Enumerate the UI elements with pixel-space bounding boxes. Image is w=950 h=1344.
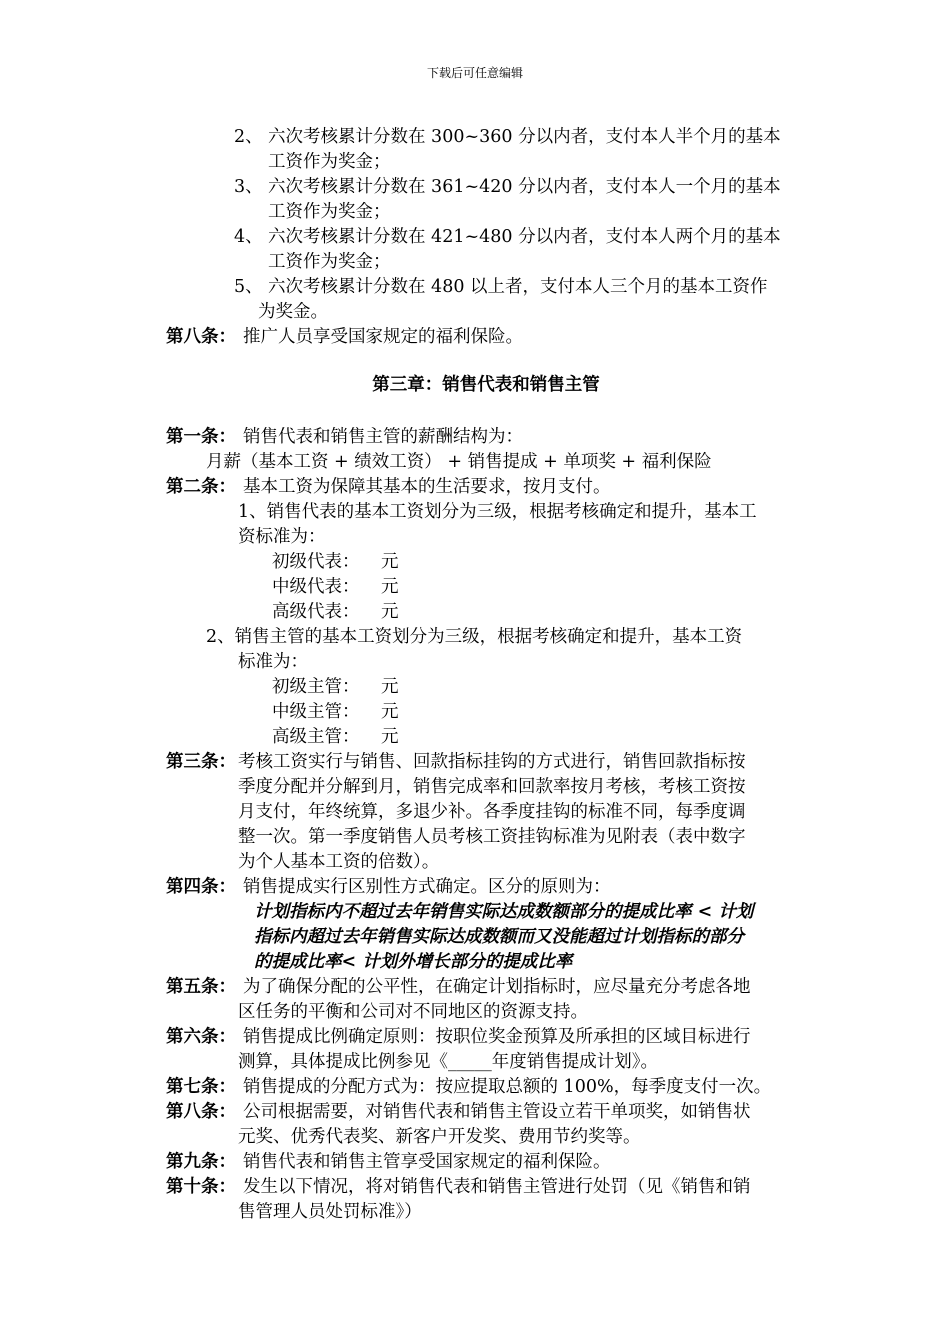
article-label: 第四条： bbox=[166, 877, 236, 897]
level-unit: 元 bbox=[381, 727, 399, 747]
article-label: 第一条： bbox=[166, 427, 236, 447]
article-label: 第八条： bbox=[166, 327, 236, 347]
list-item-number: 2、 bbox=[234, 127, 263, 147]
level-unit: 元 bbox=[381, 552, 399, 572]
article-label: 第三条： bbox=[166, 752, 236, 772]
level-name: 高级代表： bbox=[272, 602, 360, 622]
level-unit: 元 bbox=[381, 702, 399, 722]
article-label: 第二条： bbox=[166, 477, 236, 497]
article-text: 季度分配并分解到月，销售完成率和回款率按月考核，考核工资按 bbox=[238, 777, 746, 797]
article-text: 区任务的平衡和公司对不同地区的资源支持。 bbox=[238, 1002, 588, 1022]
list-item-number: 4、 bbox=[234, 227, 263, 247]
article-text: 销售提成的分配方式为：按应提取总额的 100%，每季度支付一次。 bbox=[243, 1077, 772, 1097]
article-text: 整一次。第一季度销售人员考核工资挂钩标准为见附表（表中数字 bbox=[238, 827, 746, 847]
article-text: 推广人员享受国家规定的福利保险。 bbox=[243, 327, 523, 347]
level-name: 初级主管： bbox=[272, 677, 360, 697]
chapter-title: 第三章：销售代表和销售主管 bbox=[372, 375, 600, 395]
article-label: 第七条： bbox=[166, 1077, 236, 1097]
list-item-text: 工资作为奖金； bbox=[268, 152, 391, 172]
sub-item-text: 标准为： bbox=[238, 652, 308, 672]
article-label: 第十条： bbox=[166, 1177, 236, 1197]
salary-formula: 月薪（基本工资 + 绩效工资） + 销售提成 + 单项奖 + 福利保险 bbox=[206, 452, 712, 472]
article-text: 为了确保分配的公平性，在确定计划指标时，应尽量充分考虑各地 bbox=[243, 977, 751, 997]
article-label: 第八条： bbox=[166, 1102, 236, 1122]
list-item-text: 工资作为奖金； bbox=[268, 252, 391, 272]
list-item-number: 3、 bbox=[234, 177, 263, 197]
article-text: 公司根据需要，对销售代表和销售主管设立若干单项奖，如销售状 bbox=[243, 1102, 751, 1122]
sub-item-text: 2、销售主管的基本工资划分为三级，根据考核确定和提升，基本工资 bbox=[206, 627, 743, 647]
list-item-number: 5、 bbox=[234, 277, 263, 297]
principle-text: 计划指标内不超过去年销售实际达成数额部分的提成比率 < 计划 bbox=[254, 902, 754, 922]
article-text: 元奖、优秀代表奖、新客户开发奖、费用节约奖等。 bbox=[238, 1127, 641, 1147]
level-name: 中级代表： bbox=[272, 577, 360, 597]
level-unit: 元 bbox=[381, 602, 399, 622]
list-item-text: 为奖金。 bbox=[258, 302, 328, 322]
principle-text: 的提成比率< 计划外增长部分的提成比率 bbox=[254, 952, 573, 972]
level-unit: 元 bbox=[381, 677, 399, 697]
list-item-text: 六次考核累计分数在 300~360 分以内者，支付本人半个月的基本 bbox=[268, 127, 781, 147]
page-header: 下载后可任意编辑 bbox=[426, 66, 523, 80]
article-label: 第六条： bbox=[166, 1027, 236, 1047]
article-text: 测算，具体提成比例参见《_____年度销售提成计划》。 bbox=[238, 1052, 658, 1072]
list-item-text: 六次考核累计分数在 480 以上者，支付本人三个月的基本工资作 bbox=[268, 277, 768, 297]
principle-text: 指标内超过去年销售实际达成数额而又没能超过计划指标的部分 bbox=[254, 927, 744, 947]
level-unit: 元 bbox=[381, 577, 399, 597]
level-name: 中级主管： bbox=[272, 702, 360, 722]
sub-item-text: 资标准为： bbox=[238, 527, 326, 547]
level-name: 高级主管： bbox=[272, 727, 360, 747]
article-text: 销售代表和销售主管享受国家规定的福利保险。 bbox=[243, 1152, 611, 1172]
list-item-text: 六次考核累计分数在 361~420 分以内者，支付本人一个月的基本 bbox=[268, 177, 781, 197]
article-text: 销售提成比例确定原则：按职位奖金预算及所承担的区域目标进行 bbox=[243, 1027, 751, 1047]
article-text: 为个人基本工资的倍数）。 bbox=[238, 852, 440, 872]
sub-item-text: 1、销售代表的基本工资划分为三级，根据考核确定和提升，基本工 bbox=[238, 502, 757, 522]
list-item-text: 六次考核累计分数在 421~480 分以内者，支付本人两个月的基本 bbox=[268, 227, 781, 247]
level-name: 初级代表： bbox=[272, 552, 360, 572]
article-text: 基本工资为保障其基本的生活要求，按月支付。 bbox=[243, 477, 611, 497]
list-item-text: 工资作为奖金； bbox=[268, 202, 391, 222]
article-text: 销售提成实行区别性方式确定。区分的原则为： bbox=[243, 877, 611, 897]
article-text: 发生以下情况，将对销售代表和销售主管进行处罚（见《销售和销 bbox=[243, 1177, 751, 1197]
article-text: 售管理人员处罚标准》） bbox=[238, 1202, 422, 1222]
article-text: 月支付，年终统算，多退少补。各季度挂钩的标准不同，每季度调 bbox=[238, 802, 746, 822]
article-text: 销售代表和销售主管的薪酬结构为： bbox=[243, 427, 523, 447]
article-label: 第九条： bbox=[166, 1152, 236, 1172]
article-text: 考核工资实行与销售、回款指标挂钩的方式进行，销售回款指标按 bbox=[238, 752, 746, 772]
article-label: 第五条： bbox=[166, 977, 236, 997]
